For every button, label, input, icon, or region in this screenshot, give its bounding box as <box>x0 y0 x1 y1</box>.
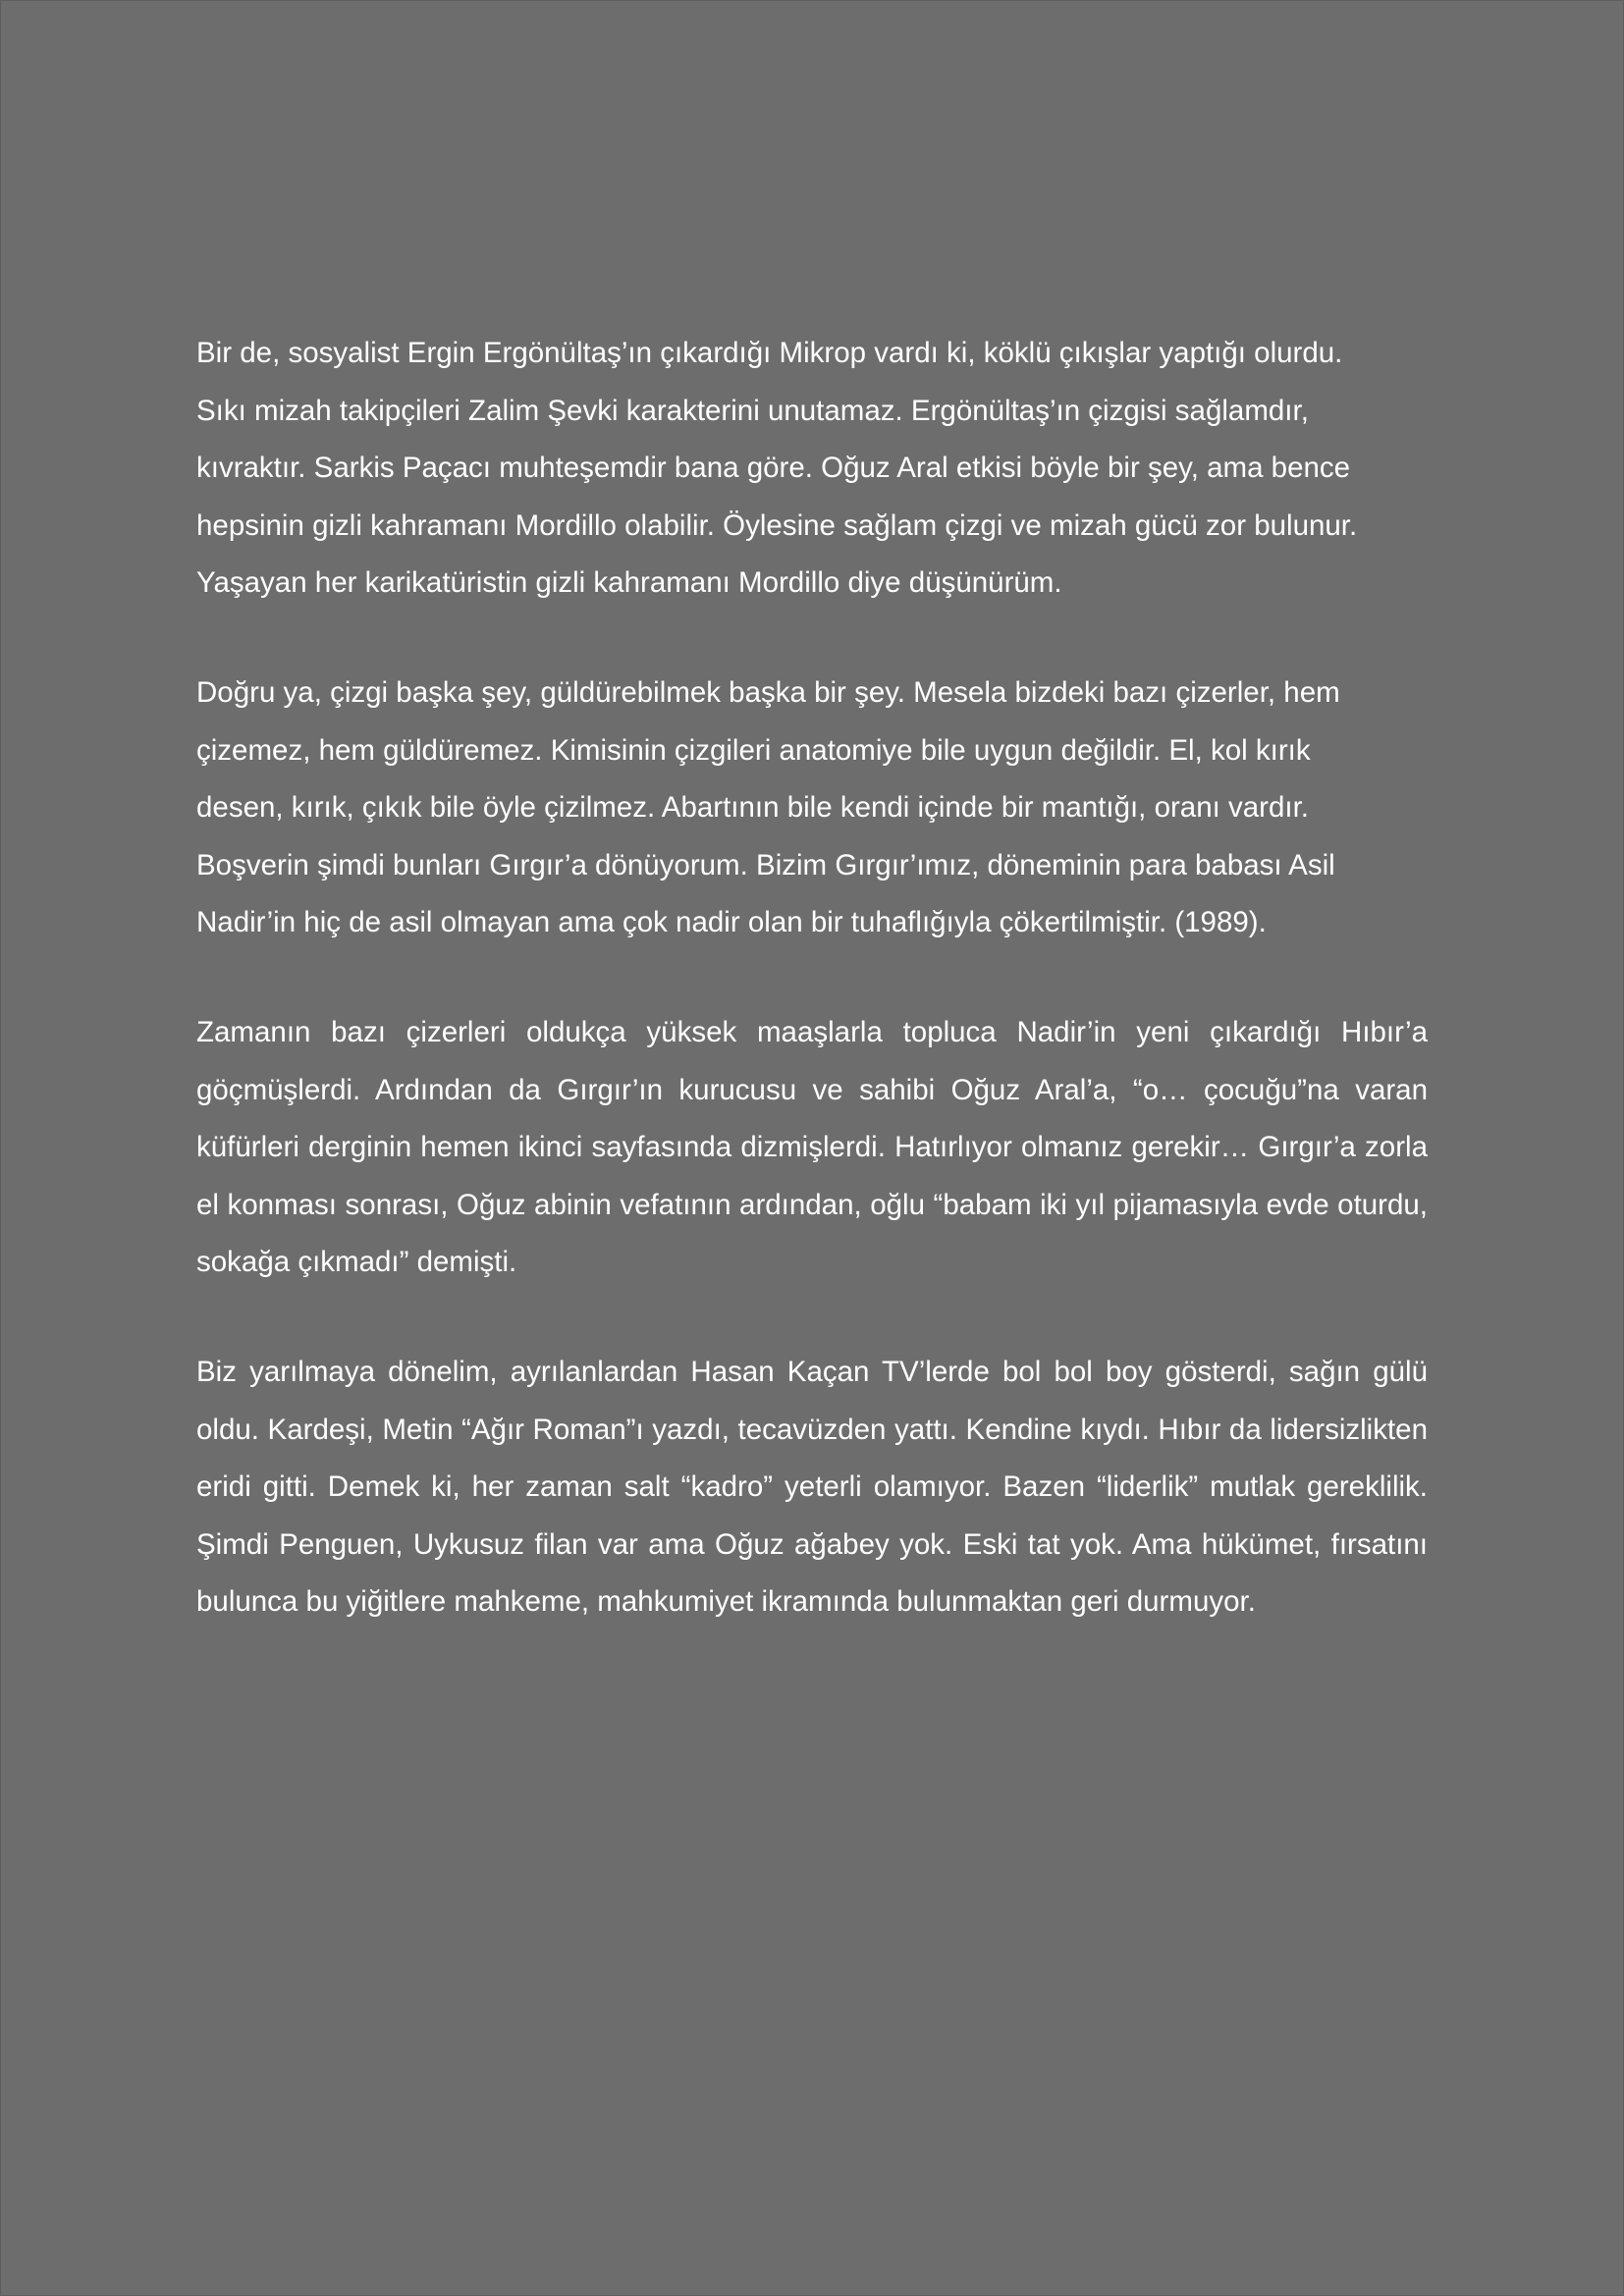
paragraph-1-line-2: Sıkı mizah takipçileri Zalim Şevki karakterini unutamaz. Ergönültaş’ın çizgisi sağlamdır, <box>196 394 1309 427</box>
paragraph-1-line-5: Yaşayan her karikatüristin gizli kahramanı Mordillo diye düşünürüm. <box>196 566 1062 600</box>
paragraph-2-line-2: çizemez, hem güldüremez. Kimisinin çizgileri anatomiye bile uygun değildir. El, kol kırık <box>196 733 1311 767</box>
paragraph-1 <box>196 325 1428 613</box>
document-body <box>196 325 1428 1683</box>
paragraph-1-line-1: Bir de, sosyalist Ergin Ergönültaş’ın çıkardığı Mikrop vardı ki, köklü çıkışlar yaptığı olurdu. <box>196 337 1343 369</box>
paragraph-2-line-4: Boşverin şimdi bunları Gırgır’a dönüyorum. Bizim Gırgır’ımız, döneminin para babası Asil <box>196 848 1335 881</box>
paragraph-2-line-1: Doğru ya, çizgi başka şey, güldürebilmek başka bir şey. Mesela bizdeki bazı çizerler, hem <box>196 675 1340 709</box>
paragraph-2-line-5: Nadir’in hiç de asil olmayan ama çok nadir olan bir tuhaflığıyla çökertilmiştir. (1989). <box>196 906 1267 939</box>
paragraph-2-line-3: desen, kırık, çıkık bile öyle çizilmez. Abartının bile kendi içinde bir mantığı, oranı vardır. <box>196 791 1309 825</box>
paragraph-3: Zamanın bazı çizerleri oldukça yüksek maaşlarla topluca Nadir’in yeni çıkardığı Hıbır’a göçmüşlerdi. Ardından da Gırgır’ın kurucusu ve sahibi Oğuz Aral’a, “o… çocuğu”na varan küfürleri derginin hemen ikinci sayfasında dizmişlerdi. Hatırlıyor olmanız gerekir… Gırgır’a zorla el konması sonrası, Oğuz abinin vefatının ardından, oğlu “babam iki yıl pijamasıyla evde oturdu, sokağa çıkmadı” demişti. <box>196 1015 1428 1279</box>
paragraph-4: Biz yarılmaya dönelim, ayrılanlardan Hasan Kaçan TV’lerde bol bol boy gösterdi, sağın gülü oldu. Kardeşi, Metin “Ağır Roman”ı yazdı, tecavüzden yattı. Kendine kıydı. Hıbır da lidersizlikten eridi gitti. Demek ki, her zaman salt “kadro” yeterli olamıyor. Bazen “liderlik” mutlak gereklilik. Şimdi Penguen, Uykusuz filan var ama Oğuz ağabey yok. Eski tat yok. Ama hükümet, fırsatını bulunca bu yiğitlere mahkeme, mahkumiyet ikramında bulunmaktan geri durmuyor. <box>196 1355 1428 1619</box>
paragraph-1-line-3: kıvraktır. Sarkis Paçacı muhteşemdir bana göre. Oğuz Aral etkisi böyle bir şey, ama bence <box>196 452 1351 485</box>
paragraph-1-line-4: hepsinin gizli kahramanı Mordillo olabilir. Öylesine sağlam çizgi ve mizah gücü zor bulunur. <box>196 508 1358 542</box>
paragraph-2 <box>196 665 1428 952</box>
